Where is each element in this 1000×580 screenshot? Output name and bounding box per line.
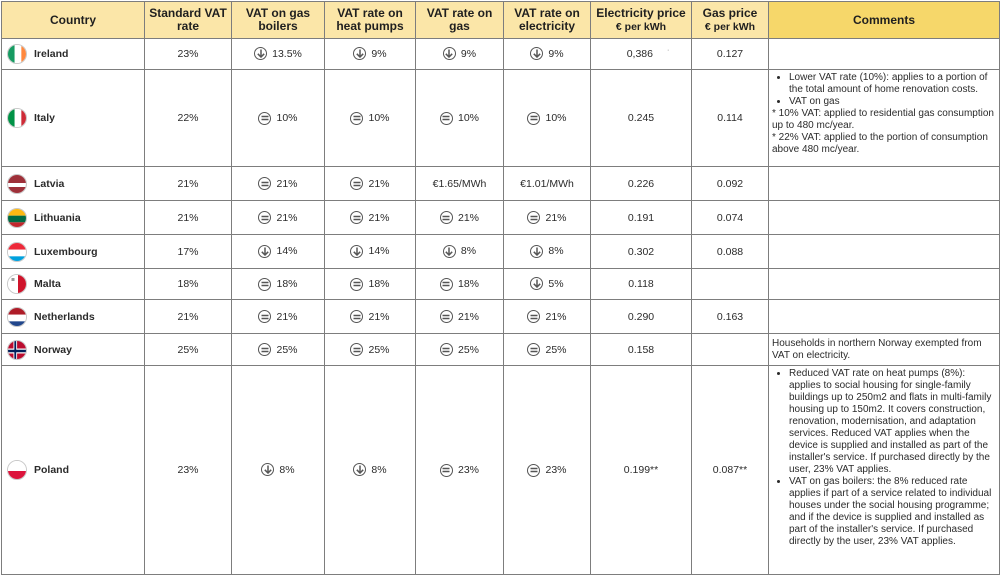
country-name: Malta [34, 278, 61, 290]
vat-value-group [527, 464, 566, 477]
comment-bullets [772, 368, 996, 548]
cell-vat-electricity [504, 334, 591, 366]
equal-circle-icon [440, 464, 453, 477]
vat-electricity-value: 10% [545, 112, 567, 124]
arrow-down-circle-icon [443, 245, 456, 258]
gas-price-value: 0.087** [712, 464, 748, 476]
cell-comments [769, 235, 1000, 269]
electricity-price-value: 0.118 [628, 278, 654, 290]
country-name: Ireland [34, 48, 69, 60]
equal-circle-icon [350, 343, 363, 356]
cell-vat-gas-boilers [232, 39, 325, 70]
vat-value-group [254, 47, 302, 60]
vat-value-group [527, 112, 566, 125]
equal-circle-icon [258, 211, 271, 224]
table-row [2, 300, 1000, 334]
vat-value-group [530, 277, 563, 290]
equal-circle-icon [258, 112, 271, 125]
vat-value-group [350, 211, 389, 224]
standard-vat-value: 21% [177, 177, 199, 190]
gas-price-value: 0.163 [716, 310, 744, 323]
vat-value-group [530, 47, 563, 60]
header-vat-gas-boilers: VAT on gas boilers [232, 2, 325, 39]
cell-vat-heat-pumps [325, 235, 416, 269]
gas-price-value: 0.127 [716, 48, 744, 60]
cell-gas-price [692, 300, 769, 334]
vat-value-group [261, 463, 294, 476]
electricity-price-value: 0.191 [627, 211, 655, 224]
vat-value-group [443, 47, 476, 60]
equal-circle-icon [350, 211, 363, 224]
electricity-price-value: 0.245 [627, 112, 655, 124]
vat-value-group [440, 310, 479, 323]
country-wrap [7, 274, 144, 294]
cell-vat-electricity [504, 269, 591, 300]
cell-electricity-price [591, 269, 692, 300]
vat-value-group [520, 178, 574, 190]
arrow-down-circle-icon [254, 47, 267, 60]
cell-vat-heat-pumps [325, 300, 416, 334]
standard-vat-value: 23% [177, 48, 199, 60]
ireland-flag-icon [7, 44, 27, 64]
country-wrap [7, 44, 144, 64]
vat-gas-value: €1.65/MWh [432, 177, 487, 190]
vat-electricity-value: 25% [545, 343, 567, 356]
cell-vat-gas [416, 235, 504, 269]
cell-vat-gas [416, 300, 504, 334]
lithuania-flag-icon [7, 208, 27, 228]
vat-heat-pumps-value: 21% [368, 177, 390, 190]
vat-gas-value: 21% [457, 211, 479, 224]
vat-heat-pumps-value: 9% [371, 47, 387, 60]
vat-value-group [258, 343, 297, 356]
header-electricity-price [591, 2, 692, 39]
latvia-flag-icon [7, 174, 27, 194]
comment-bullet: • Lower VAT rate (10%): applies to a portion of the total amount of home renovation costs. [789, 72, 996, 96]
standard-vat-value: 18% [177, 278, 199, 290]
vat-heat-pumps-value: 10% [368, 112, 390, 124]
vat-electricity-value: 8% [548, 245, 564, 257]
cell-electricity-price [591, 235, 692, 269]
cell-gas-price [692, 39, 769, 70]
cell-electricity-price [591, 366, 692, 575]
cell-vat-gas-boilers [232, 334, 325, 366]
standard-vat-value: 23% [177, 464, 199, 476]
vat-heat-pumps-value: 8% [371, 463, 387, 476]
vat-heat-pumps-value: 25% [368, 343, 390, 356]
vat-value-group [258, 177, 297, 190]
header-electricity-price-label: Electricity price [596, 5, 686, 20]
vat-gas-boilers-value: 21% [276, 177, 298, 190]
vat-electricity-value: €1.01/MWh [520, 177, 574, 190]
vat-electricity-value: 23% [545, 464, 567, 476]
vat-heat-pumps-value: 21% [368, 310, 390, 323]
vat-gas-boilers-value: 10% [276, 112, 298, 124]
arrow-down-circle-icon [353, 463, 366, 476]
cell-country [2, 366, 145, 575]
table-row [2, 167, 1000, 201]
vat-value-group [258, 310, 297, 323]
cell-vat-heat-pumps [325, 334, 416, 366]
equal-circle-icon [527, 310, 540, 323]
cell-country [2, 269, 145, 300]
vat-gas-value: 10% [457, 112, 479, 124]
cell-comments [769, 39, 1000, 70]
country-name: Luxembourg [34, 245, 98, 258]
electricity-price-value: 0.302 [627, 245, 655, 258]
luxembourg-flag-icon [7, 242, 27, 262]
cell-vat-heat-pumps [325, 39, 416, 70]
equal-circle-icon [527, 343, 540, 356]
cell-vat-electricity [504, 201, 591, 235]
country-name: Poland [34, 464, 70, 476]
vat-gas-value: 21% [457, 310, 479, 323]
vat-value-group [350, 177, 389, 190]
country-name: Norway [34, 343, 72, 356]
vat-gas-boilers-value: 21% [276, 211, 298, 224]
comment-line: * 22% VAT: applied to the portion of consumption above 480 mc/year. [772, 132, 988, 155]
comment-bullet: • VAT on gas boilers: the 8% reduced rate applies if part of a service related to individual houses under the social housing programme; and if the device is supplied and installed as part of the installer's service. If purchased directly by the user, 23% VAT applies. [789, 476, 996, 548]
cell-vat-gas [416, 366, 504, 575]
country-name: Latvia [34, 177, 65, 190]
vat-gas-value: 9% [460, 47, 477, 60]
vat-value-group [258, 211, 297, 224]
cell-country [2, 201, 145, 235]
vat-gas-boilers-value: 25% [276, 343, 298, 356]
vat-heat-pumps-value: 14% [368, 245, 390, 257]
cell-standard-vat [145, 366, 232, 575]
cell-vat-gas [416, 167, 504, 201]
cell-country [2, 334, 145, 366]
cell-comments [769, 167, 1000, 201]
vat-electricity-value: 21% [545, 310, 567, 323]
cell-vat-gas-boilers [232, 269, 325, 300]
cell-comments [769, 334, 1000, 366]
cell-vat-heat-pumps [325, 366, 416, 575]
vat-electricity-value: 9% [548, 47, 564, 60]
table-body [2, 39, 1000, 575]
cell-standard-vat [145, 167, 232, 201]
cell-vat-heat-pumps [325, 269, 416, 300]
vat-gas-boilers-value: 13.5% [272, 47, 302, 60]
cell-country [2, 39, 145, 70]
cell-gas-price [692, 235, 769, 269]
country-wrap [7, 307, 144, 327]
cell-country [2, 235, 145, 269]
arrow-down-circle-icon [530, 47, 543, 60]
equal-circle-icon [350, 310, 363, 323]
comment-line: Households in northern Norway exempted from VAT on electricity. [772, 338, 982, 361]
header-electricity-price-unit: € per kWh [615, 20, 667, 33]
vat-value-group [433, 178, 487, 190]
equal-circle-icon [350, 112, 363, 125]
cell-vat-electricity [504, 39, 591, 70]
vat-gas-boilers-value: 21% [276, 310, 298, 323]
comment-bullet: • VAT on gas [789, 96, 996, 108]
equal-circle-icon [258, 310, 271, 323]
cell-vat-gas-boilers [232, 235, 325, 269]
vat-gas-boilers-value: 14% [276, 245, 298, 257]
cell-gas-price [692, 366, 769, 575]
cell-electricity-price [591, 300, 692, 334]
cell-gas-price [692, 269, 769, 300]
cell-vat-gas-boilers [232, 70, 325, 167]
country-name: Netherlands [34, 310, 95, 323]
country-wrap [7, 174, 144, 194]
header-vat-electricity: VAT rate on electricity [504, 2, 591, 39]
table-row [2, 39, 1000, 70]
arrow-down-circle-icon [353, 47, 366, 60]
cell-electricity-price [591, 167, 692, 201]
cell-vat-gas-boilers [232, 201, 325, 235]
cell-vat-heat-pumps [325, 201, 416, 235]
equal-circle-icon [440, 112, 453, 125]
equal-circle-icon [350, 177, 363, 190]
equal-circle-icon [527, 464, 540, 477]
cell-vat-electricity [504, 167, 591, 201]
cell-comments [769, 201, 1000, 235]
country-wrap [7, 108, 144, 128]
vat-gas-value: 18% [457, 278, 479, 290]
equal-circle-icon [440, 343, 453, 356]
electricity-price-value: 0.290 [627, 310, 655, 323]
vat-value-group [527, 343, 566, 356]
norway-flag-icon [7, 340, 27, 360]
vat-value-group [353, 47, 386, 60]
country-name: Italy [34, 112, 56, 124]
vat-electricity-value: 21% [545, 211, 567, 224]
header-country: Country [2, 2, 145, 39]
header-gas-price [692, 2, 769, 39]
equal-circle-icon [440, 211, 453, 224]
standard-vat-value: 21% [177, 310, 199, 323]
cell-electricity-price [591, 201, 692, 235]
header-comments: Comments [769, 2, 1000, 39]
cell-comments [769, 269, 1000, 300]
header-standard-vat: Standard VAT rate [145, 2, 232, 39]
cell-standard-vat [145, 70, 232, 167]
vat-heat-pumps-value: 21% [368, 211, 390, 224]
cell-country [2, 167, 145, 201]
vat-value-group [258, 112, 297, 125]
cell-vat-gas [416, 201, 504, 235]
arrow-down-circle-icon [350, 245, 363, 258]
gas-price-value: 0.088 [716, 245, 744, 258]
cell-vat-gas [416, 70, 504, 167]
cell-standard-vat [145, 269, 232, 300]
standard-vat-value: 21% [177, 211, 199, 224]
italy-flag-icon [7, 108, 27, 128]
cell-standard-vat [145, 39, 232, 70]
header-row [2, 2, 1000, 39]
table-row [2, 334, 1000, 366]
standard-vat-value: 22% [177, 112, 199, 124]
cell-vat-gas [416, 334, 504, 366]
vat-value-group [527, 211, 566, 224]
standard-vat-value: 17% [177, 245, 199, 258]
vat-value-group [527, 310, 566, 323]
poland-flag-icon [7, 460, 27, 480]
cell-country [2, 70, 145, 167]
cell-gas-price [692, 201, 769, 235]
vat-value-group [440, 278, 479, 291]
equal-circle-icon [350, 278, 363, 291]
country-wrap [7, 340, 144, 360]
cell-vat-electricity [504, 70, 591, 167]
table-row [2, 235, 1000, 269]
vat-value-group [258, 278, 297, 291]
cell-comments [769, 70, 1000, 167]
electricity-price-value: 0.199** [623, 464, 659, 476]
cell-electricity-price [591, 39, 692, 70]
equal-circle-icon [258, 278, 271, 291]
table-row [2, 269, 1000, 300]
cell-standard-vat [145, 201, 232, 235]
cell-gas-price [692, 167, 769, 201]
stray-dot: · [666, 47, 670, 54]
vat-value-group [530, 245, 563, 258]
gas-price-value: 0.092 [716, 177, 744, 190]
cell-vat-heat-pumps [325, 167, 416, 201]
vat-value-group [440, 343, 479, 356]
table-row [2, 366, 1000, 575]
cell-vat-gas-boilers [232, 366, 325, 575]
cell-vat-electricity [504, 366, 591, 575]
cell-gas-price [692, 334, 769, 366]
header-vat-heat-pumps: VAT rate on heat pumps [325, 2, 416, 39]
electricity-price-value: 0,386 [626, 48, 653, 60]
cell-gas-price [692, 70, 769, 167]
country-wrap [7, 242, 144, 262]
vat-electricity-value: 5% [548, 277, 564, 290]
cell-electricity-price [591, 334, 692, 366]
cell-vat-gas [416, 39, 504, 70]
cell-electricity-price [591, 70, 692, 167]
comment-bullet: • Reduced VAT rate on heat pumps (8%): applies to social housing for single-family buildings up to 250m2 and flats in multi-family housing up to 150m2. It covers construction, renovation, modernisation, and adaptation services. Reduced VAT applies when the device is supplied and installed as part of the installer's service. If purchased directly by the user, 23% VAT applies. [789, 368, 996, 476]
vat-gas-value: 25% [457, 343, 479, 356]
malta-flag-icon [7, 274, 27, 294]
vat-value-group [350, 310, 389, 323]
vat-gas-value: 8% [460, 245, 477, 257]
vat-value-group [440, 112, 479, 125]
equal-circle-icon [527, 112, 540, 125]
vat-value-group [353, 463, 386, 476]
vat-value-group [350, 343, 389, 356]
country-wrap [7, 208, 144, 228]
cell-vat-electricity [504, 300, 591, 334]
header-gas-price-unit: € per kWh [704, 20, 756, 33]
country-name: Lithuania [34, 211, 81, 224]
equal-circle-icon [258, 177, 271, 190]
comment-bullets [772, 72, 996, 108]
arrow-down-circle-icon [443, 47, 456, 60]
table-row [2, 70, 1000, 167]
cell-comments [769, 300, 1000, 334]
equal-circle-icon [258, 343, 271, 356]
table-row [2, 201, 1000, 235]
vat-value-group [443, 245, 476, 258]
equal-circle-icon [440, 278, 453, 291]
vat-value-group [350, 112, 389, 125]
header-vat-gas: VAT rate on gas [416, 2, 504, 39]
electricity-price-value: 0.226 [627, 177, 655, 190]
equal-circle-icon [440, 310, 453, 323]
cell-vat-gas-boilers [232, 167, 325, 201]
arrow-down-circle-icon [258, 245, 271, 258]
cell-country [2, 300, 145, 334]
netherlands-flag-icon [7, 307, 27, 327]
standard-vat-value: 25% [177, 343, 199, 356]
cell-vat-heat-pumps [325, 70, 416, 167]
cell-comments [769, 366, 1000, 575]
arrow-down-circle-icon [261, 463, 274, 476]
vat-value-group [440, 464, 479, 477]
gas-price-value: 0.114 [717, 112, 743, 124]
equal-circle-icon [527, 211, 540, 224]
cell-standard-vat [145, 235, 232, 269]
country-wrap [7, 460, 144, 480]
electricity-price-value: 0.158 [627, 343, 655, 356]
arrow-down-circle-icon [530, 245, 543, 258]
vat-value-group [258, 245, 297, 258]
vat-gas-boilers-value: 18% [276, 278, 298, 290]
vat-heat-pumps-value: 18% [368, 278, 390, 290]
cell-vat-gas-boilers [232, 300, 325, 334]
gas-price-value: 0.074 [716, 211, 744, 224]
vat-table [1, 1, 1000, 575]
vat-value-group [350, 278, 389, 291]
cell-standard-vat [145, 334, 232, 366]
comment-line: * 10% VAT: applied to residential gas consumption up to 480 mc/year. [772, 108, 994, 131]
cell-vat-electricity [504, 235, 591, 269]
cell-standard-vat [145, 300, 232, 334]
vat-gas-value: 23% [457, 464, 479, 476]
vat-gas-boilers-value: 8% [279, 463, 295, 476]
vat-value-group [440, 211, 479, 224]
arrow-down-circle-icon [530, 277, 543, 290]
cell-vat-gas [416, 269, 504, 300]
vat-value-group [350, 245, 389, 258]
header-gas-price-label: Gas price [702, 5, 758, 20]
